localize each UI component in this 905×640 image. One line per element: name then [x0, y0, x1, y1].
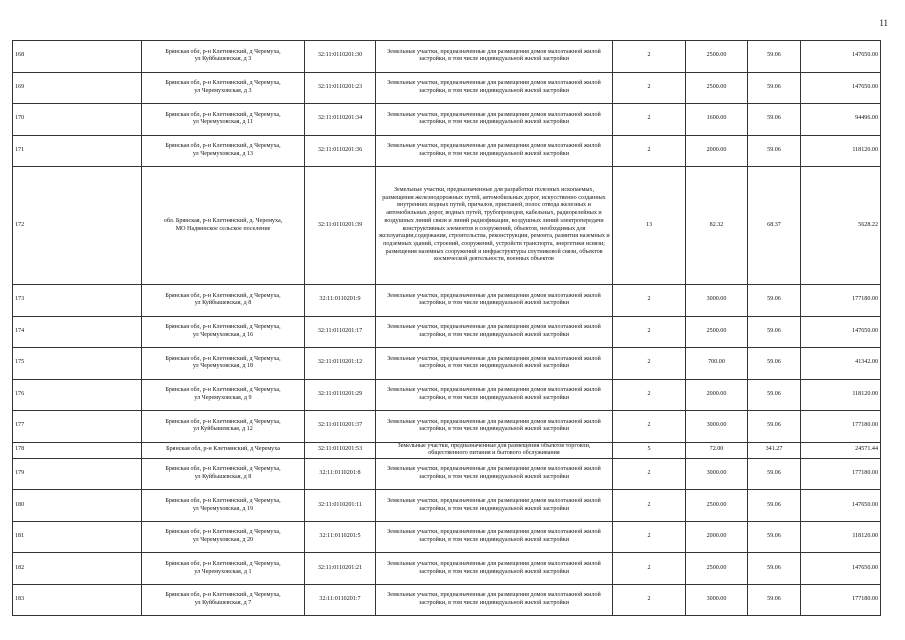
address-cell	[142, 490, 305, 522]
usage-group: 2	[613, 285, 686, 317]
cadastral-cost: 177180.00	[801, 411, 881, 443]
address-line-1: Брянская обл, р-н Клетнянский, д Черемуха,	[165, 143, 281, 150]
land-use-type: Земельные участки, предназначенные для размещения домов малоэтажной жилой застройки, в том числе индивидуальной жилой застройки	[376, 72, 613, 104]
address-cell	[142, 442, 305, 458]
specific-value: 59.06	[748, 490, 801, 522]
specific-value: 59.06	[748, 553, 801, 585]
area-value: 2000.00	[686, 135, 748, 167]
area-value: 3000.00	[686, 411, 748, 443]
area-value: 1600.00	[686, 104, 748, 136]
table-row	[13, 584, 881, 616]
address-line-2: ул Куйбышевская, д 8	[194, 300, 252, 307]
usage-group: 2	[613, 458, 686, 490]
usage-group: 2	[613, 104, 686, 136]
usage-group: 2	[613, 72, 686, 104]
row-number: 169	[13, 72, 142, 104]
table-row	[13, 285, 881, 317]
table-row	[13, 72, 881, 104]
address-cell	[142, 72, 305, 104]
cadastral-number: 32:11:0110201:5	[305, 521, 376, 553]
area-value: 3000.00	[686, 584, 748, 616]
address-cell	[142, 104, 305, 136]
row-number: 180	[13, 490, 142, 522]
address-cell	[142, 379, 305, 411]
address-line-2: ул Черемуховская, д 20	[192, 537, 254, 544]
area-value: 3000.00	[686, 285, 748, 317]
land-use-type: Земельные участки, предназначенные для размещения домов малоэтажной жилой застройки, в том числе индивидуальной жилой застройки	[376, 521, 613, 553]
land-use-type: Земельные участки, предназначенные для размещения домов малоэтажной жилой застройки, в том числе индивидуальной жилой застройки	[376, 553, 613, 585]
specific-value: 59.06	[748, 411, 801, 443]
address-line-2: ул Куйбышевская, д 7	[194, 600, 252, 607]
land-use-type: Земельные участки, предназначенные для размещения объектов торговли, общественного питания и бытового обслуживания	[376, 442, 613, 458]
cadastral-cost: 118120.00	[801, 379, 881, 411]
address-line-1: Брянская обл, р-н Клетнянский, д Черемуха,	[165, 560, 281, 567]
cadastral-cost: 177180.00	[801, 584, 881, 616]
address-cell	[142, 135, 305, 167]
cadastral-number: 32:11:0110201:29	[305, 379, 376, 411]
page-number: 11	[879, 18, 888, 28]
address-cell	[142, 584, 305, 616]
usage-group: 2	[613, 411, 686, 443]
area-value: 700.00	[686, 348, 748, 380]
cadastral-number: 32:11:0110201:37	[305, 411, 376, 443]
area-value: 2000.00	[686, 379, 748, 411]
land-use-type: Земельные участки, предназначенные для размещения домов малоэтажной жилой застройки, в том числе индивидуальной жилой застройки	[376, 458, 613, 490]
address-line-2: ул Черемуховская, д 3	[194, 87, 252, 94]
address-cell	[142, 411, 305, 443]
land-use-type: Земельные участки, предназначенные для размещения домов малоэтажной жилой застройки, в том числе индивидуальной жилой застройки	[376, 41, 613, 73]
table-row	[13, 553, 881, 585]
cadastral-number: 32:11:0110201:8	[305, 458, 376, 490]
address-cell	[142, 316, 305, 348]
cadastral-number: 32:11:0110201:34	[305, 104, 376, 136]
address-line-1: Брянская обл, р-н Клетнянский, д Черемуха,	[165, 592, 281, 599]
cadastral-cost: 118120.00	[801, 521, 881, 553]
row-number: 179	[13, 458, 142, 490]
row-number: 178	[13, 442, 142, 458]
cadastral-number: 32:11:0110201:23	[305, 72, 376, 104]
land-use-type: Земельные участки, предназначенные для размещения домов малоэтажной жилой застройки, в том числе индивидуальной жилой застройки	[376, 379, 613, 411]
address-line-2: ул Черемуховская, д 19	[192, 505, 254, 512]
area-value: 2500.00	[686, 490, 748, 522]
cadastral-number: 32:11:0110201:7	[305, 584, 376, 616]
land-use-type: Земельные участки, предназначенные для размещения домов малоэтажной жилой застройки, в том числе индивидуальной жилой застройки	[376, 104, 613, 136]
address-cell	[142, 553, 305, 585]
table-row	[13, 167, 881, 285]
address-line-1: Брянская обл, р-н Клетнянский, д Черемуха,	[165, 292, 281, 299]
specific-value: 59.06	[748, 348, 801, 380]
usage-group: 2	[613, 41, 686, 73]
address-cell	[142, 285, 305, 317]
usage-group: 5	[613, 442, 686, 458]
address-line-2: ул Куйбышевская, д 12	[193, 426, 253, 433]
row-number: 181	[13, 521, 142, 553]
row-number: 168	[13, 41, 142, 73]
usage-group: 2	[613, 379, 686, 411]
area-value: 3000.00	[686, 458, 748, 490]
specific-value: 68.37	[748, 167, 801, 285]
address-line-1: Брянская обл, р-н Клетнянский, д Черемуха,	[165, 355, 281, 362]
cadastral-number: 32:11:0110201:53	[305, 442, 376, 458]
row-number: 175	[13, 348, 142, 380]
specific-value: 59.06	[748, 104, 801, 136]
usage-group: 2	[613, 135, 686, 167]
table-row	[13, 135, 881, 167]
land-use-type: Земельные участки, предназначенные для разработки полезных ископаемых, размещения железнодорожных путей, автомобильных дорог, искусственно созданных внутренних водных путей, причалов, пристаней, полос отвода железных и автомобильных дорог, водных путей, трубопроводов, кабельных, радиорелейных и воздушных линий связи и линий радиофикации, воздушных линий электропередачи конструктивных элементов и сооружений, объектов, необходимых для эксплуатации,содержания, строительства, реконструкции, ремонта, развития наземных и подземных зданий, строений, сооружений, устройств транспорта, энергетики исвязи; размещения наземных сооружений и инфраструктуры спутниковой связи, объектов космической деятельности, военных объектов	[376, 167, 613, 285]
address-line-1: Брянская обл, р-н Клетнянский, д Черемуха,	[165, 529, 281, 536]
address-line-1: обл. Брянская, р-н Клетнянский, д. Черемуха,	[163, 217, 283, 224]
row-number: 177	[13, 411, 142, 443]
cadastral-number: 32:11:0110201:9	[305, 285, 376, 317]
address-line-1: Брянская обл, р-н Клетнянский, д Черемуха,	[165, 466, 281, 473]
land-use-type: Земельные участки, предназначенные для размещения домов малоэтажной жилой застройки, в том числе индивидуальной жилой застройки	[376, 490, 613, 522]
cadastral-cost: 177180.00	[801, 285, 881, 317]
table-row	[13, 104, 881, 136]
cadastral-number: 32:11:0110201:17	[305, 316, 376, 348]
row-number: 170	[13, 104, 142, 136]
cadastral-cost: 177180.00	[801, 458, 881, 490]
specific-value: 59.06	[748, 72, 801, 104]
row-number: 183	[13, 584, 142, 616]
address-cell	[142, 348, 305, 380]
specific-value: 59.06	[748, 521, 801, 553]
land-use-type: Земельные участки, предназначенные для размещения домов малоэтажной жилой застройки, в том числе индивидуальной жилой застройки	[376, 411, 613, 443]
address-line-2: ул Черемуховская, д 16	[192, 331, 254, 338]
cadastral-number: 32:11:0110201:30	[305, 41, 376, 73]
address-line-1: Брянская обл, р-н Клетнянский, д Черемуха,	[165, 111, 281, 118]
address-line-1: Брянская обл, р-н Клетнянский, д Черемуха,	[165, 48, 281, 55]
address-line-1: Брянская обл, р-н Клетнянский, д Черемуха,	[165, 387, 281, 394]
specific-value: 59.06	[748, 285, 801, 317]
area-value: 2500.00	[686, 553, 748, 585]
land-use-type: Земельные участки, предназначенные для размещения домов малоэтажной жилой застройки, в том числе индивидуальной жилой застройки	[376, 285, 613, 317]
usage-group: 13	[613, 167, 686, 285]
usage-group: 2	[613, 348, 686, 380]
area-value: 72.00	[686, 442, 748, 458]
area-value: 82.32	[686, 167, 748, 285]
table-row	[13, 411, 881, 443]
table-row	[13, 442, 881, 458]
table-row	[13, 379, 881, 411]
address-line-2: ул Куйбышевская, д 8	[194, 474, 252, 481]
specific-value: 59.06	[748, 584, 801, 616]
cadastral-cost: 118120.00	[801, 135, 881, 167]
specific-value: 59.06	[748, 379, 801, 411]
usage-group: 2	[613, 490, 686, 522]
land-use-type: Земельные участки, предназначенные для размещения домов малоэтажной жилой застройки, в том числе индивидуальной жилой застройки	[376, 135, 613, 167]
cadastral-number: 32:11:0110201:21	[305, 553, 376, 585]
address-line-1: Брянская обл, р-н Клетнянский, д Черемуха,	[165, 418, 281, 425]
address-line-2: ул Черемуховская, д 13	[192, 150, 254, 157]
specific-value: 59.06	[748, 135, 801, 167]
table-row	[13, 458, 881, 490]
cadastral-cost: 147650.00	[801, 41, 881, 73]
land-use-type: Земельные участки, предназначенные для размещения домов малоэтажной жилой застройки, в том числе индивидуальной жилой застройки	[376, 348, 613, 380]
address-line-2: ул Куйбышевская, д 3	[194, 56, 252, 63]
address-line-2: ул Черемуховская, д 1	[194, 568, 252, 575]
cadastral-cost: 94496.00	[801, 104, 881, 136]
cadastral-number: 32:11:0110201:12	[305, 348, 376, 380]
cadastral-cost: 24571.44	[801, 442, 881, 458]
row-number: 171	[13, 135, 142, 167]
table-row	[13, 41, 881, 73]
specific-value: 59.06	[748, 458, 801, 490]
address-line-2: ул Черемуховская, д 9	[194, 394, 252, 401]
address-cell	[142, 458, 305, 490]
address-line-1: Брянская обл, р-н Клетнянский, д Черемуха,	[165, 497, 281, 504]
address-cell	[142, 41, 305, 73]
row-number: 182	[13, 553, 142, 585]
area-value: 2500.00	[686, 316, 748, 348]
address-line-1: Брянская обл, р-н Клетнянский, д Черемуха,	[165, 80, 281, 87]
address-cell	[142, 167, 305, 285]
land-use-type: Земельные участки, предназначенные для размещения домов малоэтажной жилой застройки, в том числе индивидуальной жилой застройки	[376, 316, 613, 348]
land-use-type: Земельные участки, предназначенные для размещения домов малоэтажной жилой застройки, в том числе индивидуальной жилой застройки	[376, 584, 613, 616]
address-line-1: Брянская обл, р-н Клетнянский, д Черемуха,	[165, 324, 281, 331]
cadastral-cost: 41342.00	[801, 348, 881, 380]
table-row	[13, 490, 881, 522]
cadastral-number: 32:11:0110201:11	[305, 490, 376, 522]
table-body	[13, 41, 881, 616]
cadastral-cost: 147650.00	[801, 316, 881, 348]
area-value: 2500.00	[686, 41, 748, 73]
usage-group: 2	[613, 521, 686, 553]
area-value: 2500.00	[686, 72, 748, 104]
row-number: 174	[13, 316, 142, 348]
cadastral-number: 32:11:0110201:36	[305, 135, 376, 167]
address-line-1: Брянская обл, р-н Клетнянский, д Черемуха	[166, 446, 280, 453]
area-value: 2000.00	[686, 521, 748, 553]
specific-value: 59.06	[748, 316, 801, 348]
row-number: 176	[13, 379, 142, 411]
specific-value: 341.27	[748, 442, 801, 458]
usage-group: 2	[613, 553, 686, 585]
usage-group: 2	[613, 316, 686, 348]
table-row	[13, 316, 881, 348]
cadastral-cost: 147650.00	[801, 553, 881, 585]
usage-group: 2	[613, 584, 686, 616]
specific-value: 59.06	[748, 41, 801, 73]
cadastral-value-table	[12, 40, 881, 616]
cadastral-cost: 147650.00	[801, 72, 881, 104]
cadastral-cost: 5628.22	[801, 167, 881, 285]
cadastral-cost: 147650.00	[801, 490, 881, 522]
address-line-2: МО Надвинское сельское поселение	[175, 225, 271, 232]
table-row	[13, 348, 881, 380]
table-row	[13, 521, 881, 553]
row-number: 173	[13, 285, 142, 317]
address-line-2: ул Черемуховская, д 11	[193, 119, 253, 126]
cadastral-number: 32:11:0110201:39	[305, 167, 376, 285]
row-number: 172	[13, 167, 142, 285]
address-line-2: ул Черемуховская, д 18	[192, 363, 254, 370]
address-cell	[142, 521, 305, 553]
